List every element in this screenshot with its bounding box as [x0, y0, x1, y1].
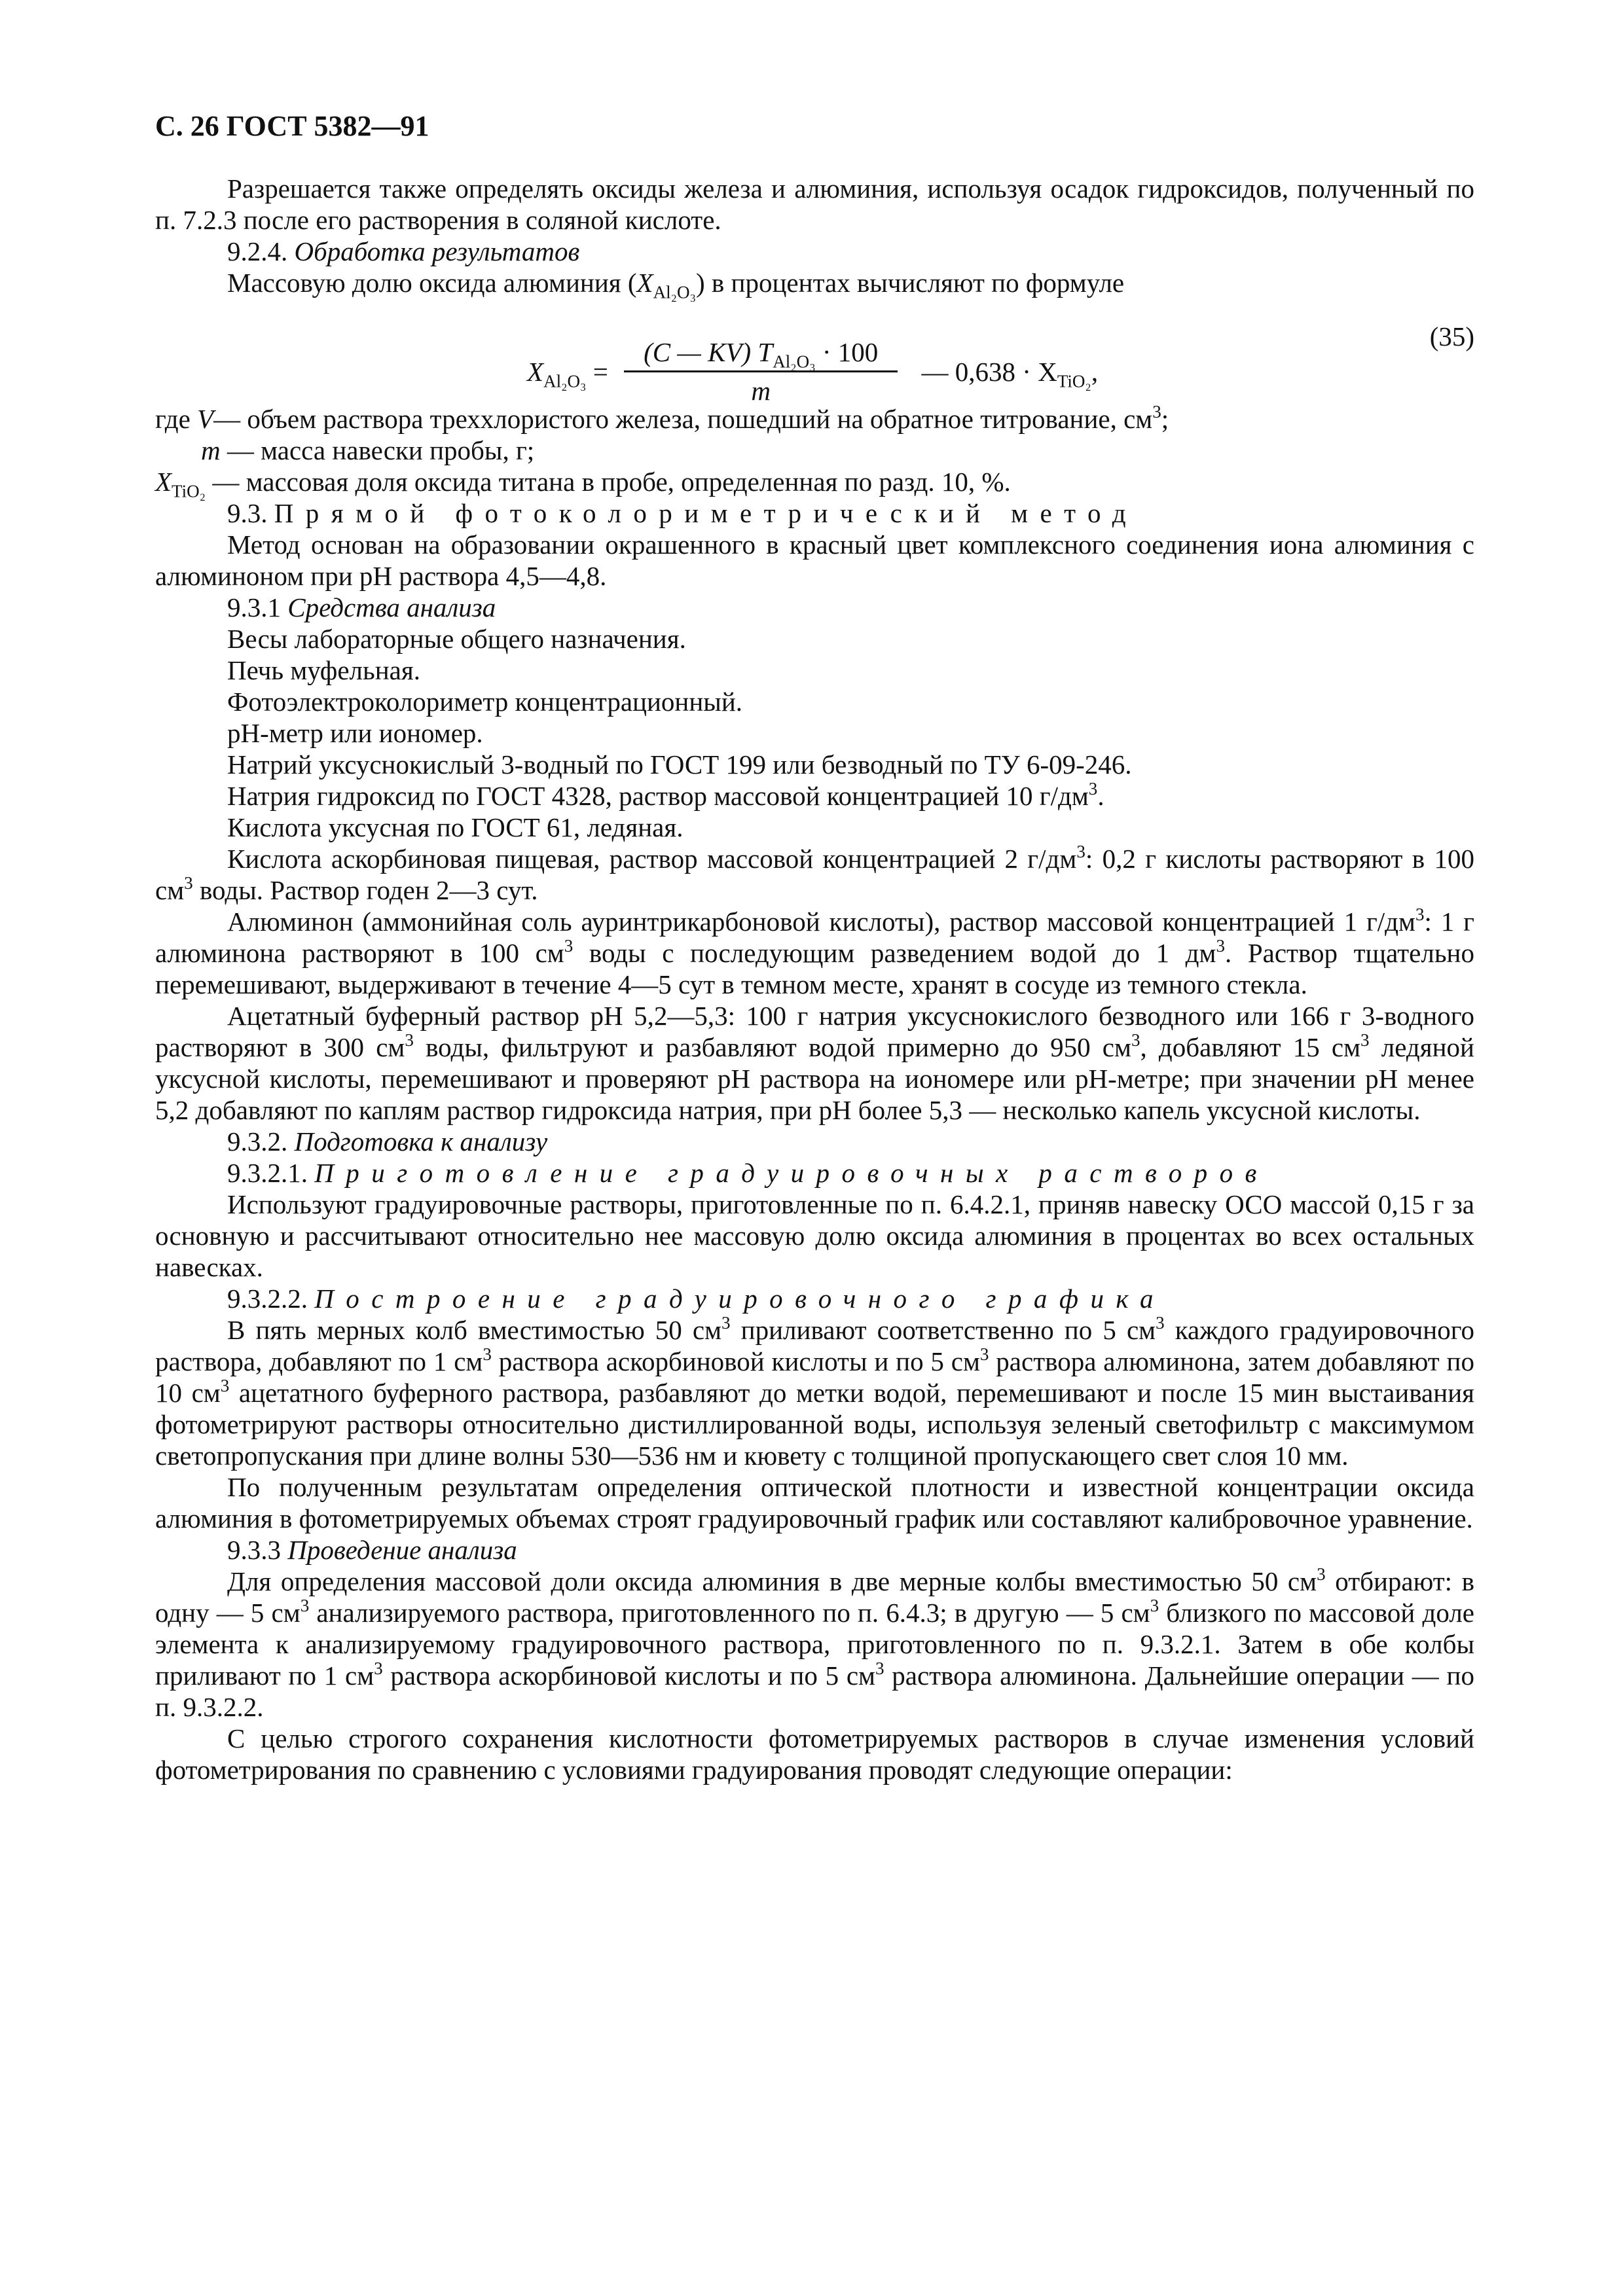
- superscript: 3: [979, 1344, 989, 1364]
- section-number: 9.3.3: [227, 1535, 281, 1565]
- subscript: Al₂O₃: [543, 370, 587, 391]
- numerator: [624, 336, 898, 372]
- formula-35: [155, 304, 1474, 406]
- section-title: Подготовка к анализу: [294, 1126, 548, 1157]
- formula-body: [527, 336, 1098, 406]
- text: Натрия гидроксид по ГОСТ 4328, раствор массовой концентрацией 10 г/дм: [227, 781, 1089, 811]
- text: — объем раствора треххлористого железа, пошедший на обратное титрование, см: [213, 404, 1153, 434]
- symbol: X: [636, 268, 653, 298]
- list-item: Кислота уксусная по ГОСТ 61, ледяная.: [227, 812, 684, 842]
- superscript: 3: [721, 1312, 731, 1333]
- section-title: Обработка результатов: [294, 236, 580, 266]
- superscript: 3: [1216, 935, 1225, 956]
- section-heading: [155, 1126, 1474, 1157]
- paragraph: С целью строгого сохранения кислотности фотометрируемых растворов в случае изменения условий фотометрирования по сравнению с условиями градуирования проводят следующие операции:: [155, 1723, 1474, 1785]
- text: .: [1097, 781, 1104, 811]
- section-title: Прямой фотоколориметрический метод: [274, 498, 1139, 528]
- text: приливают соответственно по 5 см: [730, 1315, 1156, 1345]
- list-item: Весы лабораторные общего назначения.: [227, 624, 686, 654]
- superscript: 3: [875, 1658, 884, 1678]
- text: Кислота аскорбиновая пищевая, раствор массовой концентрацией 2 г/дм: [227, 844, 1077, 874]
- definition-v: [155, 403, 1474, 435]
- paragraph: Используют градуировочные растворы, приготовленные по п. 6.4.2.1, приняв навеску ОСО массой 0,15 г за основную и рассчитывают относительно нее массовую долю оксида алюминия в процентах во всех остальных навесках.: [155, 1189, 1474, 1282]
- paragraph: [155, 1566, 1474, 1723]
- denominator-text: m: [751, 376, 771, 406]
- list-item: [155, 906, 1474, 1000]
- definition-x: [155, 466, 1474, 501]
- equals-sign: =: [593, 356, 608, 387]
- superscript: 3: [483, 1344, 492, 1364]
- section-heading: [155, 497, 1474, 529]
- section-number: 9.3.2.: [227, 1126, 288, 1157]
- section-heading: [155, 1283, 1474, 1314]
- text: — массовая доля оксида титана в пробе, определенная по разд. 10, %.: [212, 467, 1011, 497]
- section-number: 9.3.: [227, 498, 268, 528]
- text: где: [155, 404, 191, 434]
- text: , добавляют 15 см: [1140, 1032, 1361, 1062]
- text: отбирают: в одну — 5 см: [155, 1566, 1474, 1628]
- symbol: X: [155, 467, 172, 497]
- paragraph: По полученным результатам определения оптической плотности и известной концентрации оксида алюминия в фотометрируемых объемах строят градуировочный график или составляют калибровочное уравнение.: [155, 1472, 1474, 1534]
- symbol: X: [527, 356, 544, 387]
- paragraph: Разрешается также определять оксиды железа и алюминия, используя осадок гидроксидов, полученный по п. 7.2.3 после его растворения в соляной кислоте.: [155, 173, 1474, 235]
- paragraph: [155, 1314, 1474, 1471]
- section-title: Построение градуировочного графика: [314, 1283, 1165, 1314]
- list-item: [155, 843, 1474, 906]
- superscript: 3: [300, 1595, 310, 1615]
- text: близкого по массовой доле элемента к анализируемому градуировочного раствора, приготовленного по п. 9.3.2.1. Затем в обе колбы приливают по 1 см: [155, 1598, 1474, 1691]
- section-number: 9.3.2.2.: [227, 1283, 308, 1314]
- subscript: Al₂O₃: [653, 282, 697, 302]
- text: В пять мерных колб вместимостью 50 см: [227, 1315, 722, 1345]
- formula-fraction: [624, 336, 898, 406]
- definition-m: [155, 435, 1474, 466]
- section-heading: [155, 1534, 1474, 1566]
- superscript: 3: [374, 1658, 383, 1678]
- text: Массовую долю оксида алюминия (: [227, 268, 637, 298]
- section-heading: [155, 1157, 1474, 1189]
- formula-text: — 0,638 · X: [921, 356, 1057, 387]
- section-number: 9.3.2.1.: [227, 1158, 308, 1188]
- text: раствора аскорбиновой кислоты и по 5 см: [382, 1660, 875, 1691]
- superscript: 3: [564, 935, 574, 956]
- text: ледяной уксусной кислоты, перемешивают и проверяют pH раствора на иономере или pH-метре; при значении pH менее 5,2 добавляют по каплям раствор гидроксида натрия, при pH более 5,3 — несколько капель уксусной кислоты.: [155, 1032, 1474, 1125]
- variable-definitions: [155, 401, 1474, 501]
- symbol: V: [197, 404, 214, 434]
- superscript: 3: [1415, 904, 1425, 924]
- text: : 0,2 г кислоты растворяют в 100 см: [155, 844, 1475, 905]
- paragraph: Метод основан на образовании окрашенного в красный цвет комплексного соединения иона алюминия с алюминоном при pH раствора 4,5—4,8.: [155, 529, 1474, 591]
- text: ацетатного буферного раствора, разбавляют до метки водой, перемешивают и после 15 мин выстаивания фотометрируют растворы относительно дистиллированной воды, используя зеленый светофильтр с максимумом светопропускания при длине волны 530—536 нм и кювету с толщиной пропускающего свет слоя 10 мм.: [155, 1378, 1474, 1471]
- subscript: TiO₂: [1057, 370, 1091, 391]
- page-header: С. 26 ГОСТ 5382—91: [155, 110, 429, 142]
- text: Алюминон (аммонийная соль ауринтрикарбоновой кислоты), раствор массовой концентрацией 1 г/дм: [227, 906, 1415, 937]
- formula-text: ,: [1091, 356, 1099, 387]
- text: — масса навески пробы, г;: [227, 435, 535, 465]
- section-heading: [155, 236, 1474, 267]
- text: раствора алюминона. Дальнейшие операции — по п. 9.3.2.2.: [155, 1660, 1474, 1722]
- formula-number: (35): [1429, 321, 1474, 351]
- section-title: Проведение анализа: [287, 1535, 517, 1565]
- numerator-text: (C — KV) T: [644, 337, 773, 367]
- superscript: 3: [1131, 1030, 1140, 1050]
- superscript: 3: [1360, 1030, 1370, 1050]
- formula-rhs: [921, 356, 1099, 391]
- section-heading: [155, 592, 1474, 623]
- denominator: [624, 372, 898, 406]
- subscript: TiO₂: [172, 481, 206, 501]
- text: каждого градуировочного раствора, добавляют по 1 см: [155, 1315, 1474, 1376]
- section-number: 9.2.4.: [227, 236, 288, 266]
- superscript: 3: [1156, 1312, 1165, 1333]
- section-title: Приготовление градуировочных растворов: [314, 1158, 1269, 1188]
- superscript: 3: [184, 872, 193, 893]
- symbol: m: [201, 435, 221, 465]
- numerator-text: · 100: [822, 337, 879, 367]
- text: : 1 г алюминона растворяют в 100 см: [155, 906, 1474, 968]
- text: анализируемого раствора, приготовленного по п. 6.4.3; в другую — 5 см: [309, 1598, 1150, 1628]
- subscript: Al₂O₃: [773, 351, 816, 372]
- superscript: 3: [1317, 1564, 1326, 1584]
- text: раствора алюминона, затем добавляют по 10 см: [155, 1346, 1475, 1408]
- list-item: Фотоэлектроколориметр концентрационный.: [227, 687, 743, 717]
- superscript: 3: [1152, 401, 1161, 422]
- superscript: 3: [1088, 778, 1098, 798]
- text: воды с последующим разведением водой до 1 дм: [573, 938, 1216, 968]
- section-number: 9.3.1: [227, 592, 281, 622]
- superscript: 3: [1076, 841, 1085, 861]
- text: воды, фильтруют и разбавляют водой примерно до 950 см: [413, 1032, 1131, 1062]
- list-item: Печь муфельная.: [227, 655, 420, 685]
- superscript: 3: [1150, 1595, 1159, 1615]
- text: раствора аскорбиновой кислоты и по 5 см: [491, 1346, 980, 1376]
- list-item: Натрий уксуснокислый 3-водный по ГОСТ 199 или безводный по ТУ 6-09-246.: [227, 749, 1132, 780]
- section-title: Средства анализа: [287, 592, 496, 622]
- list-item: [155, 780, 1474, 812]
- superscript: 3: [405, 1030, 414, 1050]
- text: воды. Раствор годен 2—3 сут.: [192, 875, 538, 905]
- list-item: pH-метр или иономер.: [227, 718, 483, 748]
- text: Ацетатный буферный раствор pH 5,2—5,3: 100 г натрия уксуснокислого безводного или 166 г 3-водного растворяют в 300 см: [155, 1001, 1474, 1062]
- text: ;: [1161, 404, 1169, 434]
- list-item: [155, 1000, 1474, 1126]
- formula-lhs: [527, 356, 608, 391]
- text: Для определения массовой доли оксида алюминия в две мерные колбы вместимостью 50 см: [227, 1566, 1317, 1596]
- text: ) в процентах вычисляют по формуле: [696, 268, 1125, 298]
- paragraph: [155, 267, 1474, 302]
- superscript: 3: [220, 1375, 230, 1395]
- text: . Раствор тщательно перемешивают, выдерживают в течение 4—5 сут в темном месте, хранят в сосуде из темного стекла.: [155, 938, 1474, 999]
